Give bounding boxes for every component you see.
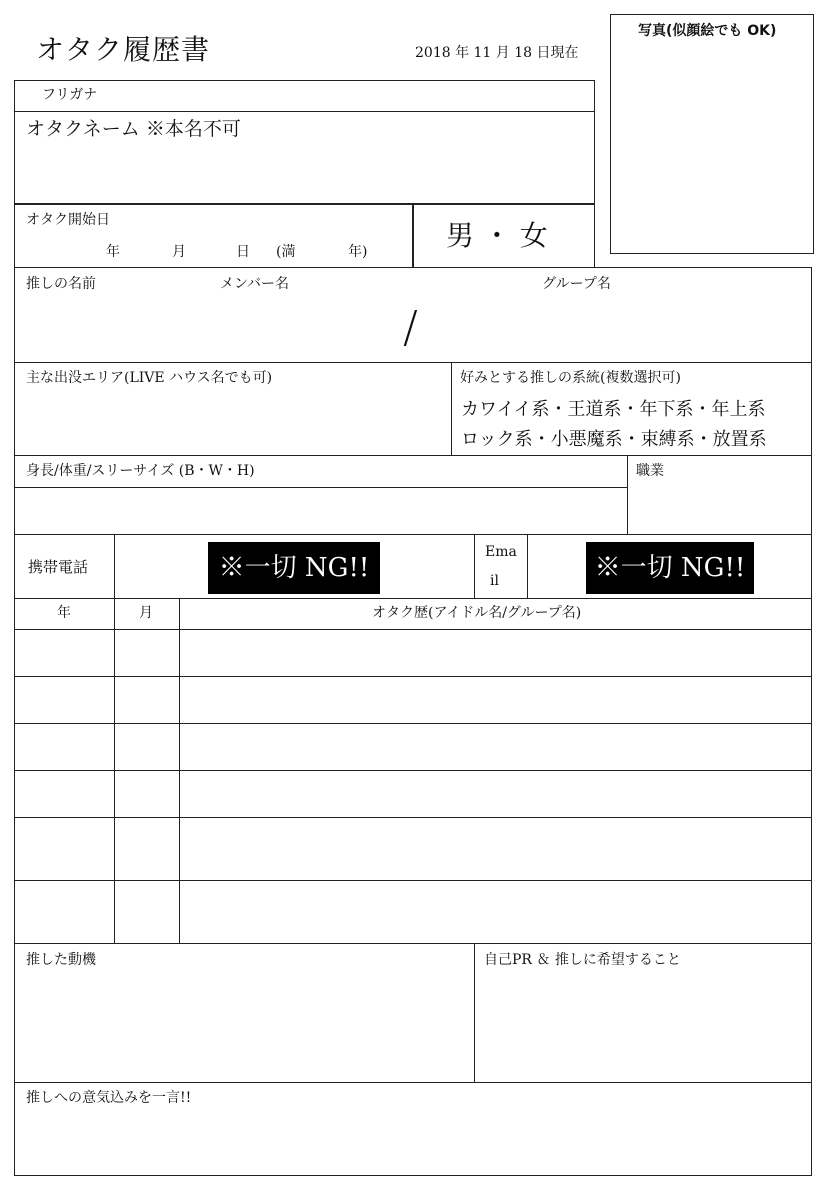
history-row-line <box>14 817 812 818</box>
job-field[interactable] <box>632 484 808 530</box>
history-col-month: 月 <box>139 605 153 621</box>
history-row-line <box>14 676 812 677</box>
history-row[interactable] <box>16 772 810 816</box>
contact-divider-3 <box>527 534 528 599</box>
self-pr-field[interactable] <box>480 974 806 1078</box>
date-label: 2018 年 11 月 18 日現在 <box>415 45 579 61</box>
email-label-line2: il <box>490 573 499 589</box>
start-date-label: オタク開始日 <box>26 212 110 228</box>
history-row[interactable] <box>16 725 810 769</box>
photo-label: 写真(似顔絵でも OK) <box>638 23 777 39</box>
start-month-unit: 月 <box>172 244 186 260</box>
history-header-divider <box>14 629 812 630</box>
phone-label: 携帯電話 <box>28 558 89 576</box>
furigana-divider <box>14 111 595 112</box>
history-col-year: 年 <box>57 605 71 621</box>
preference-options-row2[interactable]: ロック系・小悪魔系・束縛系・放置系 <box>461 429 767 450</box>
history-row-line <box>14 880 812 881</box>
history-row[interactable] <box>16 819 810 879</box>
comment-field[interactable] <box>20 1112 806 1172</box>
group-name-label: グループ名 <box>542 276 611 292</box>
area-field[interactable] <box>20 392 446 450</box>
gender-options[interactable]: 男 ・ 女 <box>446 219 548 252</box>
body-size-divider <box>14 487 628 488</box>
comment-label: 推しへの意気込みを一言!! <box>26 1090 192 1106</box>
otaku-name-label: オタクネーム ※本名不可 <box>26 118 241 140</box>
oshi-name-field[interactable] <box>20 298 806 358</box>
history-row[interactable] <box>16 678 810 722</box>
age-open-label: (満 <box>276 244 296 260</box>
name-separator: / <box>403 302 418 353</box>
body-size-field[interactable] <box>20 490 622 530</box>
job-label: 職業 <box>636 463 664 479</box>
history-row[interactable] <box>16 631 810 675</box>
history-row-line <box>14 770 812 771</box>
start-year-unit: 年 <box>106 244 120 260</box>
history-row-line <box>14 723 812 724</box>
furigana-label: フリガナ <box>42 87 98 103</box>
photo-box[interactable] <box>610 14 814 254</box>
self-pr-label: 自己PR ＆ 推しに希望すること <box>484 952 681 968</box>
preference-options-row1[interactable]: カワイイ系・王道系・年下系・年上系 <box>461 399 766 420</box>
history-row[interactable] <box>16 882 810 942</box>
motive-label: 推した動機 <box>26 952 96 968</box>
area-label: 主な出没エリア(LIVE ハウス名でも可) <box>26 370 273 386</box>
preference-label: 好みとする推しの系統(複数選択可) <box>460 370 681 386</box>
phone-ng-badge: ※一切 NG!! <box>208 542 380 594</box>
contact-divider-1 <box>114 534 115 599</box>
motive-field[interactable] <box>20 974 469 1078</box>
body-size-label: 身長/体重/スリーサイズ (B・W・H) <box>26 463 255 479</box>
otaku-name-field[interactable] <box>20 146 590 200</box>
member-name-label: メンバー名 <box>220 276 290 292</box>
email-ng-badge: ※一切 NG!! <box>586 542 754 594</box>
oshi-name-label: 推しの名前 <box>26 276 96 292</box>
furigana-field[interactable] <box>120 82 590 109</box>
start-day-unit: 日 <box>236 244 250 260</box>
history-col-history: オタク歴(アイドル名/グループ名) <box>372 605 582 621</box>
contact-divider-2 <box>474 534 475 599</box>
email-label-line1: Ema <box>485 544 517 560</box>
age-close-label: 年) <box>348 244 368 260</box>
page-title: オタク履歴書 <box>36 33 211 66</box>
